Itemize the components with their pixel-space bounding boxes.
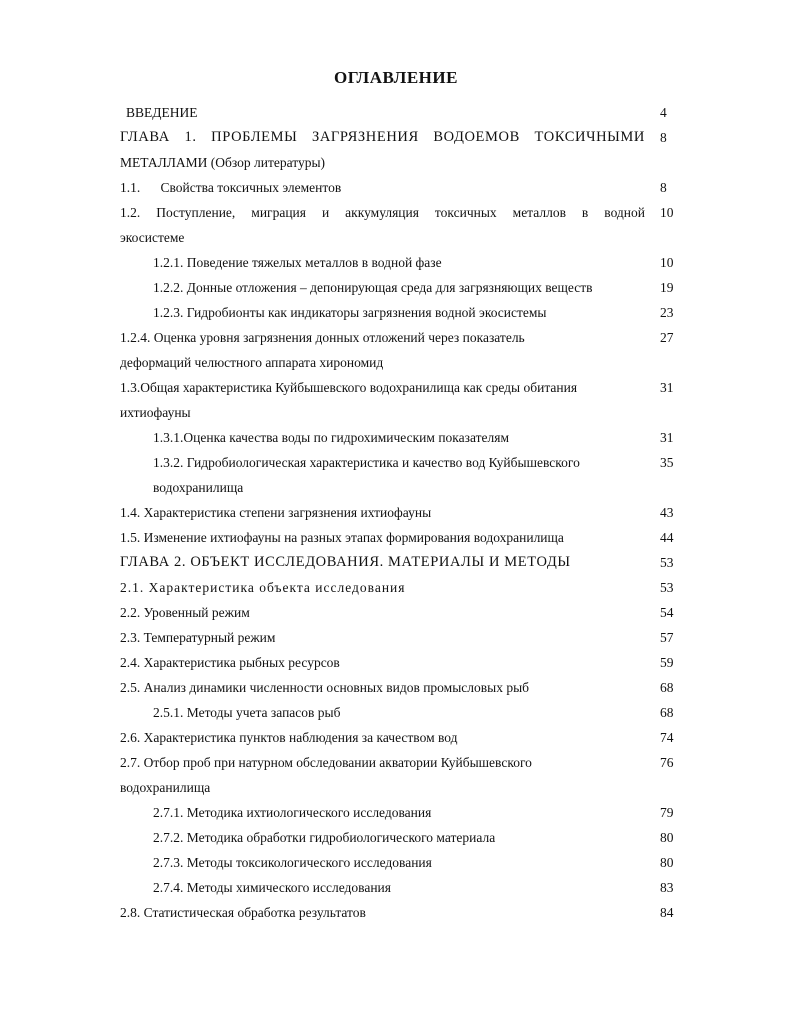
toc-entry — [0, 125, 792, 150]
toc-entry — [0, 600, 792, 625]
toc-entry — [0, 250, 792, 275]
toc-entry — [0, 650, 792, 675]
toc-entry-text: ВВЕДЕНИЕ — [126, 105, 198, 120]
toc-entry-page: 53 — [660, 580, 674, 595]
toc-entry-page: 68 — [660, 705, 674, 720]
toc-entry — [0, 375, 792, 400]
toc-title: ОГЛАВЛЕНИЕ — [334, 68, 458, 87]
toc-entry-text: 2.3. Температурный режим — [120, 630, 276, 645]
toc-entry — [0, 700, 792, 725]
toc-entry — [0, 175, 792, 200]
toc-entry-page: 68 — [660, 680, 674, 695]
toc-entry-continuation — [0, 400, 792, 425]
toc-entry-page: 83 — [660, 880, 674, 895]
toc-entry-text: 2.1. Характеристика объекта исследования — [120, 580, 406, 595]
toc-entry-text: 2.4. Характеристика рыбных ресурсов — [120, 655, 340, 670]
toc-entry-text-line2: ихтиофауны — [120, 405, 191, 420]
toc-entry-text: 1.2.2. Донные отложения – депонирующая среда для загрязняющих веществ — [153, 280, 593, 295]
toc-entry-text: ГЛАВА 2. ОБЪЕКТ ИССЛЕДОВАНИЯ. МАТЕРИАЛЫ И МЕТОДЫ — [120, 554, 571, 570]
toc-entry-page: 27 — [660, 330, 674, 345]
toc-entry-page: 35 — [660, 455, 674, 470]
toc-entry — [0, 200, 792, 225]
toc-entry — [0, 500, 792, 525]
toc-entry-page: 76 — [660, 755, 674, 770]
toc-entry-page: 57 — [660, 630, 674, 645]
toc-entry — [0, 675, 792, 700]
toc-entry-text: 2.5.1. Методы учета запасов рыб — [153, 705, 341, 720]
toc-entry-page: 54 — [660, 605, 674, 620]
toc-entry-page: 10 — [660, 255, 674, 270]
toc-entry-text-line2: водохранилища — [120, 780, 211, 795]
toc-entry — [0, 875, 792, 900]
toc-entry-text: 2.7. Отбор проб при натурном обследовании акватории Куйбышевского — [120, 755, 532, 770]
toc-entry — [0, 725, 792, 750]
toc-entry — [0, 550, 792, 575]
toc-entry — [0, 275, 792, 300]
toc-entry-text-line2: водохранилища — [153, 480, 244, 495]
toc-entry-page: 43 — [660, 505, 674, 520]
toc-entry-text: 2.2. Уровенный режим — [120, 605, 250, 620]
toc-entry — [0, 100, 792, 125]
toc-entry — [0, 525, 792, 550]
toc-entry — [0, 900, 792, 925]
toc-entry-text: 2.7.1. Методика ихтиологического исследования — [153, 805, 432, 820]
toc-entry-text: ГЛАВА 1. ПРОБЛЕМЫ ЗАГРЯЗНЕНИЯ ВОДОЕМОВ ТОКСИЧНЫМИ — [120, 129, 645, 145]
toc-entry-text: 2.8. Статистическая обработка результатов — [120, 905, 366, 920]
toc-entry-page: 44 — [660, 530, 674, 545]
toc-entry — [0, 425, 792, 450]
toc-entry-page: 10 — [660, 205, 674, 220]
toc-entry-continuation — [0, 350, 792, 375]
toc-entry-text: 1.2.3. Гидробионты как индикаторы загрязнения водной экосистемы — [153, 305, 547, 320]
toc-entry-continuation — [0, 775, 792, 800]
toc-entry-page: 59 — [660, 655, 674, 670]
toc-entry-page: 31 — [660, 430, 674, 445]
toc-entry-page: 4 — [660, 105, 667, 120]
toc-entry-page: 79 — [660, 805, 674, 820]
toc-entry-text: 1.2. Поступление, миграция и аккумуляция токсичных металлов в водной — [120, 205, 645, 220]
toc-entry-text: 2.5. Анализ динамики численности основных видов промысловых рыб — [120, 680, 530, 695]
toc-entry-page: 74 — [660, 730, 674, 745]
toc-entry — [0, 575, 792, 600]
toc-entry — [0, 325, 792, 350]
toc-entry — [0, 300, 792, 325]
toc-entry-page: 23 — [660, 305, 674, 320]
toc-entry-page: 8 — [660, 180, 667, 195]
toc-entry-text: 1.2.4. Оценка уровня загрязнения донных отложений через показатель — [120, 330, 525, 345]
toc-entry-text: 2.6. Характеристика пунктов наблюдения за качеством вод — [120, 730, 458, 745]
toc-entry-page: 31 — [660, 380, 674, 395]
toc-entry-text-line2: деформаций челюстного аппарата хирономид — [120, 355, 384, 370]
toc-entry-text: 2.7.3. Методы токсикологического исследования — [153, 855, 432, 870]
toc-entry-text-line2: экосистеме — [120, 230, 185, 245]
toc-entry-text: 2.7.2. Методика обработки гидробиологического материала — [153, 830, 496, 845]
toc-entry — [0, 850, 792, 875]
toc-entry-text: 1.1. Свойства токсичных элементов — [120, 180, 342, 195]
toc-entry-text: 1.3.1.Оценка качества воды по гидрохимическим показателям — [153, 430, 509, 445]
toc-entry-page: 8 — [660, 130, 667, 145]
toc-entry-page: 53 — [660, 555, 674, 570]
toc-entry-text: 2.7.4. Методы химического исследования — [153, 880, 391, 895]
toc-entry — [0, 450, 792, 475]
toc-entry-text: 1.2.1. Поведение тяжелых металлов в водной фазе — [153, 255, 442, 270]
toc-entry-text-line2: МЕТАЛЛАМИ (Обзор литературы) — [120, 155, 326, 170]
toc-entry-text: 1.3.2. Гидробиологическая характеристика и качество вод Куйбышевского — [153, 455, 580, 470]
toc-entry-continuation — [0, 475, 792, 500]
toc-entry-page: 80 — [660, 855, 674, 870]
toc-entry — [0, 825, 792, 850]
toc-entry-continuation — [0, 150, 792, 175]
toc-entry-text: 1.4. Характеристика степени загрязнения ихтиофауны — [120, 505, 432, 520]
toc-entry-continuation — [0, 225, 792, 250]
toc-entry-page: 19 — [660, 280, 674, 295]
toc-entry — [0, 750, 792, 775]
toc-entry — [0, 800, 792, 825]
toc-entry — [0, 625, 792, 650]
toc-entry-text: 1.5. Изменение ихтиофауны на разных этапах формирования водохранилища — [120, 530, 564, 545]
toc-entry-page: 84 — [660, 905, 674, 920]
toc-entry-page: 80 — [660, 830, 674, 845]
toc-entry-text: 1.3.Общая характеристика Куйбышевского водохранилища как среды обитания — [120, 380, 578, 395]
